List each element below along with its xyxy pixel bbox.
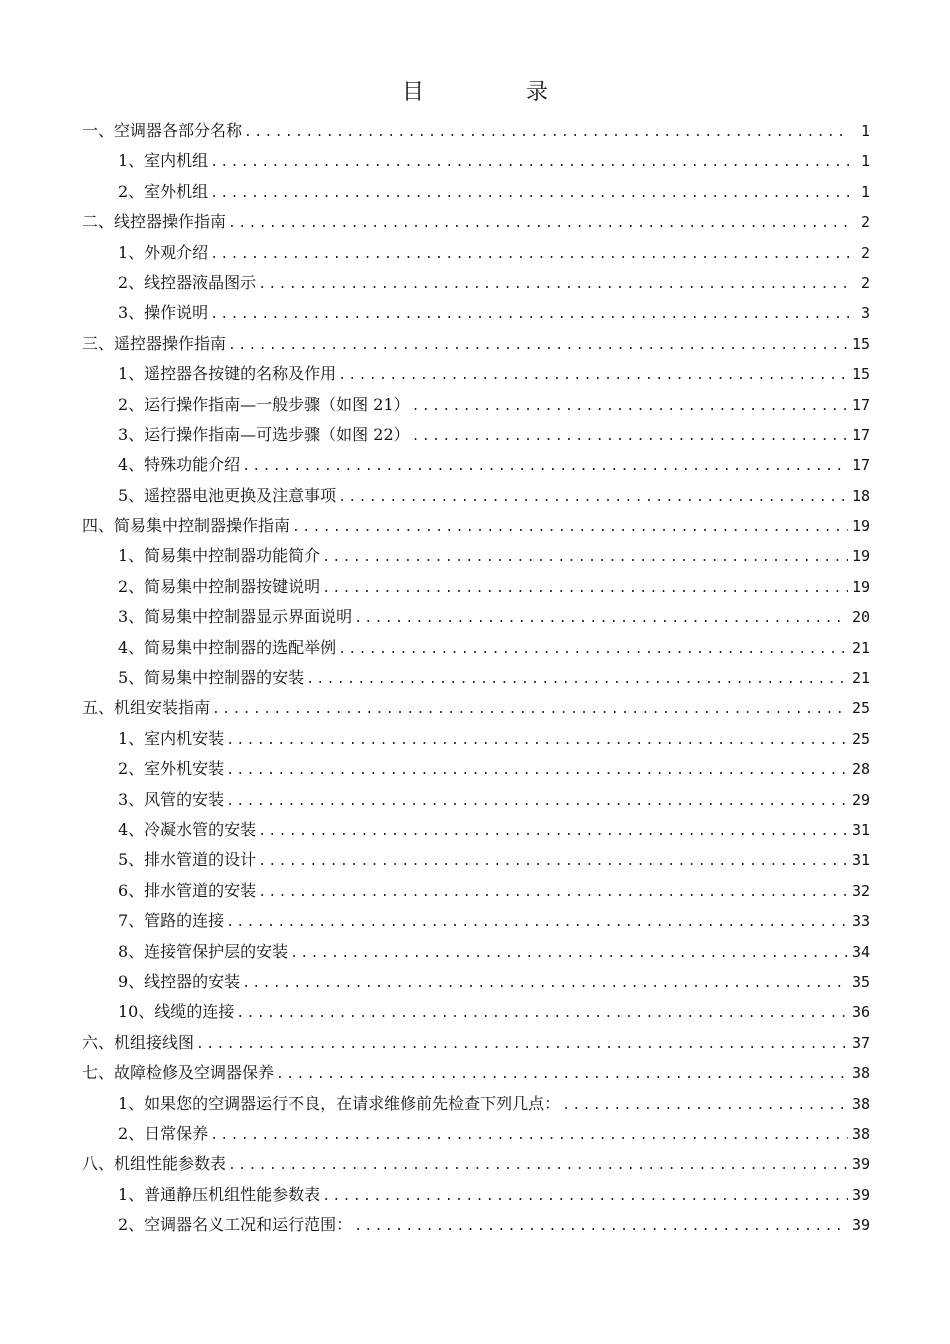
toc-entry-title: 五、机组安装指南 bbox=[82, 698, 211, 718]
toc-page-number: 28 bbox=[851, 760, 870, 779]
toc-dot-leader bbox=[212, 695, 848, 725]
toc-page-number: 34 bbox=[851, 942, 870, 961]
toc-dot-leader bbox=[290, 939, 848, 969]
toc-dot-leader bbox=[276, 1060, 848, 1090]
toc-dot-leader bbox=[236, 999, 848, 1029]
toc-dot-leader bbox=[242, 969, 848, 999]
toc-section-entry[interactable] bbox=[82, 845, 870, 875]
toc-entry-title: 3、操作说明 bbox=[118, 303, 209, 323]
toc-entry-title: 10、线缆的连接 bbox=[118, 1002, 235, 1022]
toc-dot-leader bbox=[338, 361, 848, 391]
toc-entry-title: 4、冷凝水管的安装 bbox=[118, 819, 257, 839]
toc-dot-leader bbox=[322, 543, 848, 573]
toc-page-number: 2 bbox=[860, 213, 870, 232]
toc-entry-title: 5、简易集中控制器的安装 bbox=[118, 668, 305, 688]
toc-dot-leader bbox=[258, 878, 848, 908]
toc-entry-title: 4、简易集中控制器的选配举例 bbox=[118, 637, 337, 657]
toc-page-number: 38 bbox=[851, 1064, 870, 1083]
toc-section-entry[interactable] bbox=[82, 1210, 870, 1240]
toc-page-number: 33 bbox=[851, 912, 870, 931]
toc-dot-leader bbox=[258, 270, 850, 300]
toc-page-number: 1 bbox=[860, 182, 870, 201]
toc-entry-title: 四、简易集中控制器操作指南 bbox=[82, 516, 291, 536]
toc-page-number: 21 bbox=[851, 669, 870, 688]
toc-entry-title: 2、线控器液晶图示 bbox=[118, 272, 257, 292]
toc-dot-leader bbox=[228, 209, 850, 239]
toc-page-number: 1 bbox=[860, 122, 870, 140]
toc-section-entry[interactable] bbox=[82, 815, 870, 845]
toc-dot-leader bbox=[244, 118, 850, 148]
toc-dot-leader bbox=[228, 1151, 848, 1181]
toc-page-number: 32 bbox=[851, 881, 870, 900]
toc-entry-title: 一、空调器各部分名称 bbox=[82, 121, 243, 140]
toc-section-entry[interactable] bbox=[82, 602, 870, 632]
toc-section-entry[interactable] bbox=[82, 967, 870, 997]
toc-chapter-entry[interactable] bbox=[82, 329, 870, 359]
toc-dot-leader bbox=[354, 604, 848, 634]
toc-section-entry[interactable] bbox=[82, 663, 870, 693]
toc-section-entry[interactable] bbox=[82, 1089, 870, 1119]
toc-dot-leader bbox=[210, 179, 850, 209]
toc-entry-title: 7、管路的连接 bbox=[118, 911, 225, 931]
toc-page-number: 19 bbox=[851, 547, 870, 566]
toc-section-entry[interactable] bbox=[82, 238, 870, 268]
toc-dot-leader bbox=[412, 422, 848, 452]
toc-entry-title: 1、外观介绍 bbox=[118, 242, 209, 262]
toc-section-entry[interactable] bbox=[82, 268, 870, 298]
toc-section-entry[interactable] bbox=[82, 390, 870, 420]
toc-dot-leader bbox=[226, 787, 848, 817]
toc-entry-title: 2、日常保养 bbox=[118, 1123, 209, 1143]
toc-dot-leader bbox=[196, 1030, 848, 1060]
toc-dot-leader bbox=[338, 483, 848, 513]
toc-page-number: 17 bbox=[851, 425, 870, 444]
toc-page-number: 39 bbox=[851, 1216, 870, 1235]
toc-dot-leader bbox=[338, 635, 848, 665]
toc-section-entry[interactable] bbox=[82, 572, 870, 602]
toc-section-entry[interactable] bbox=[82, 420, 870, 450]
toc-entry-title: 八、机组性能参数表 bbox=[82, 1154, 227, 1174]
toc-entry-title: 二、线控器操作指南 bbox=[82, 212, 227, 232]
toc-entry-title: 2、运行操作指南—一般步骤（如图 21） bbox=[118, 394, 410, 414]
toc-page-number: 15 bbox=[851, 334, 870, 353]
toc-entry-title: 1、普通静压机组性能参数表 bbox=[118, 1184, 321, 1204]
toc-section-entry[interactable] bbox=[82, 937, 870, 967]
toc-chapter-entry[interactable] bbox=[82, 1149, 870, 1179]
toc-chapter-entry[interactable] bbox=[82, 116, 870, 146]
toc-dot-leader bbox=[258, 847, 848, 877]
toc-section-entry[interactable] bbox=[82, 298, 870, 328]
toc-dot-leader bbox=[562, 1091, 848, 1121]
toc-page-number: 39 bbox=[851, 1185, 870, 1204]
toc-section-entry[interactable] bbox=[82, 785, 870, 815]
toc-entry-title: 5、遥控器电池更换及注意事项 bbox=[118, 485, 337, 505]
toc-chapter-entry[interactable] bbox=[82, 511, 870, 541]
toc-chapter-entry[interactable] bbox=[82, 1058, 870, 1088]
toc-section-entry[interactable] bbox=[82, 906, 870, 936]
toc-dot-leader bbox=[258, 817, 848, 847]
toc-dot-leader bbox=[210, 1121, 848, 1151]
toc-dot-leader bbox=[226, 908, 848, 938]
table-of-contents bbox=[82, 116, 870, 1240]
toc-dot-leader bbox=[322, 1182, 848, 1212]
toc-page-number: 21 bbox=[851, 638, 870, 657]
toc-page-number: 31 bbox=[851, 851, 870, 870]
toc-entry-title: 9、线控器的安装 bbox=[118, 971, 241, 991]
toc-entry-title: 1、如果您的空调器运行不良，在请求维修前先检查下列几点： bbox=[118, 1093, 561, 1113]
toc-section-entry[interactable] bbox=[82, 450, 870, 480]
toc-section-entry[interactable] bbox=[82, 146, 870, 176]
toc-page-number: 3 bbox=[860, 304, 870, 323]
toc-chapter-entry[interactable] bbox=[82, 693, 870, 723]
toc-page-number: 1 bbox=[860, 152, 870, 171]
toc-entry-title: 2、室外机安装 bbox=[118, 759, 225, 779]
toc-dot-leader bbox=[210, 148, 850, 178]
toc-page-number: 19 bbox=[851, 577, 870, 596]
toc-page-number: 38 bbox=[851, 1094, 870, 1113]
toc-page-number: 15 bbox=[851, 365, 870, 384]
toc-entry-title: 三、遥控器操作指南 bbox=[82, 333, 227, 353]
toc-dot-leader bbox=[322, 574, 848, 604]
toc-entry-title: 8、连接管保护层的安装 bbox=[118, 941, 289, 961]
toc-section-entry[interactable] bbox=[82, 481, 870, 511]
toc-chapter-entry[interactable] bbox=[82, 1028, 870, 1058]
toc-dot-leader bbox=[242, 452, 848, 482]
toc-page-number: 19 bbox=[851, 517, 870, 536]
toc-entry-title: 七、故障检修及空调器保养 bbox=[82, 1063, 275, 1083]
toc-page-number: 37 bbox=[851, 1033, 870, 1052]
toc-entry-title: 1、室内机安装 bbox=[118, 728, 225, 748]
toc-dot-leader bbox=[292, 513, 848, 543]
toc-page-number: 25 bbox=[851, 729, 870, 748]
toc-dot-leader bbox=[226, 726, 848, 756]
toc-dot-leader bbox=[412, 392, 848, 422]
toc-dot-leader bbox=[210, 300, 850, 330]
toc-page-number: 35 bbox=[851, 972, 870, 991]
toc-section-entry[interactable] bbox=[82, 754, 870, 784]
toc-entry-title: 3、运行操作指南—可选步骤（如图 22） bbox=[118, 424, 410, 444]
toc-page-number: 2 bbox=[860, 273, 870, 292]
toc-entry-title: 1、遥控器各按键的名称及作用 bbox=[118, 364, 337, 384]
toc-entry-title: 1、室内机组 bbox=[118, 151, 209, 171]
toc-dot-leader bbox=[226, 756, 848, 786]
toc-entry-title: 2、空调器名义工况和运行范围： bbox=[118, 1215, 353, 1235]
toc-section-entry[interactable] bbox=[82, 633, 870, 663]
toc-entry-title: 6、排水管道的安装 bbox=[118, 880, 257, 900]
toc-page-number: 36 bbox=[851, 1003, 870, 1022]
toc-section-entry[interactable] bbox=[82, 997, 870, 1027]
toc-dot-leader bbox=[306, 665, 848, 695]
toc-entry-title: 2、简易集中控制器按键说明 bbox=[118, 576, 321, 596]
toc-page-number: 17 bbox=[851, 395, 870, 414]
toc-entry-title: 六、机组接线图 bbox=[82, 1032, 195, 1052]
toc-page-number: 38 bbox=[851, 1124, 870, 1143]
toc-page-number: 18 bbox=[851, 486, 870, 505]
toc-section-entry[interactable] bbox=[82, 876, 870, 906]
toc-dot-leader bbox=[210, 240, 850, 270]
toc-section-entry[interactable] bbox=[82, 724, 870, 754]
toc-section-entry[interactable] bbox=[82, 359, 870, 389]
toc-page-number: 39 bbox=[851, 1155, 870, 1174]
toc-section-entry[interactable] bbox=[82, 1180, 870, 1210]
toc-page-number: 20 bbox=[851, 608, 870, 627]
toc-entry-title: 3、风管的安装 bbox=[118, 789, 225, 809]
toc-dot-leader bbox=[354, 1212, 848, 1242]
toc-page-number: 25 bbox=[851, 699, 870, 718]
toc-entry-title: 1、简易集中控制器功能简介 bbox=[118, 546, 321, 566]
page-title: 目 录 bbox=[401, 80, 588, 105]
toc-section-entry[interactable] bbox=[82, 177, 870, 207]
toc-page-number: 17 bbox=[851, 456, 870, 475]
toc-entry-title: 2、室外机组 bbox=[118, 181, 209, 201]
toc-entry-title: 4、特殊功能介绍 bbox=[118, 455, 241, 475]
toc-section-entry[interactable] bbox=[82, 541, 870, 571]
toc-page-number: 29 bbox=[851, 790, 870, 809]
toc-page-number: 31 bbox=[851, 820, 870, 839]
toc-section-entry[interactable] bbox=[82, 1119, 870, 1149]
toc-page-number: 2 bbox=[860, 243, 870, 262]
toc-chapter-entry[interactable] bbox=[82, 207, 870, 237]
toc-entry-title: 5、排水管道的设计 bbox=[118, 850, 257, 870]
toc-dot-leader bbox=[228, 331, 848, 361]
toc-entry-title: 3、简易集中控制器显示界面说明 bbox=[118, 607, 353, 627]
